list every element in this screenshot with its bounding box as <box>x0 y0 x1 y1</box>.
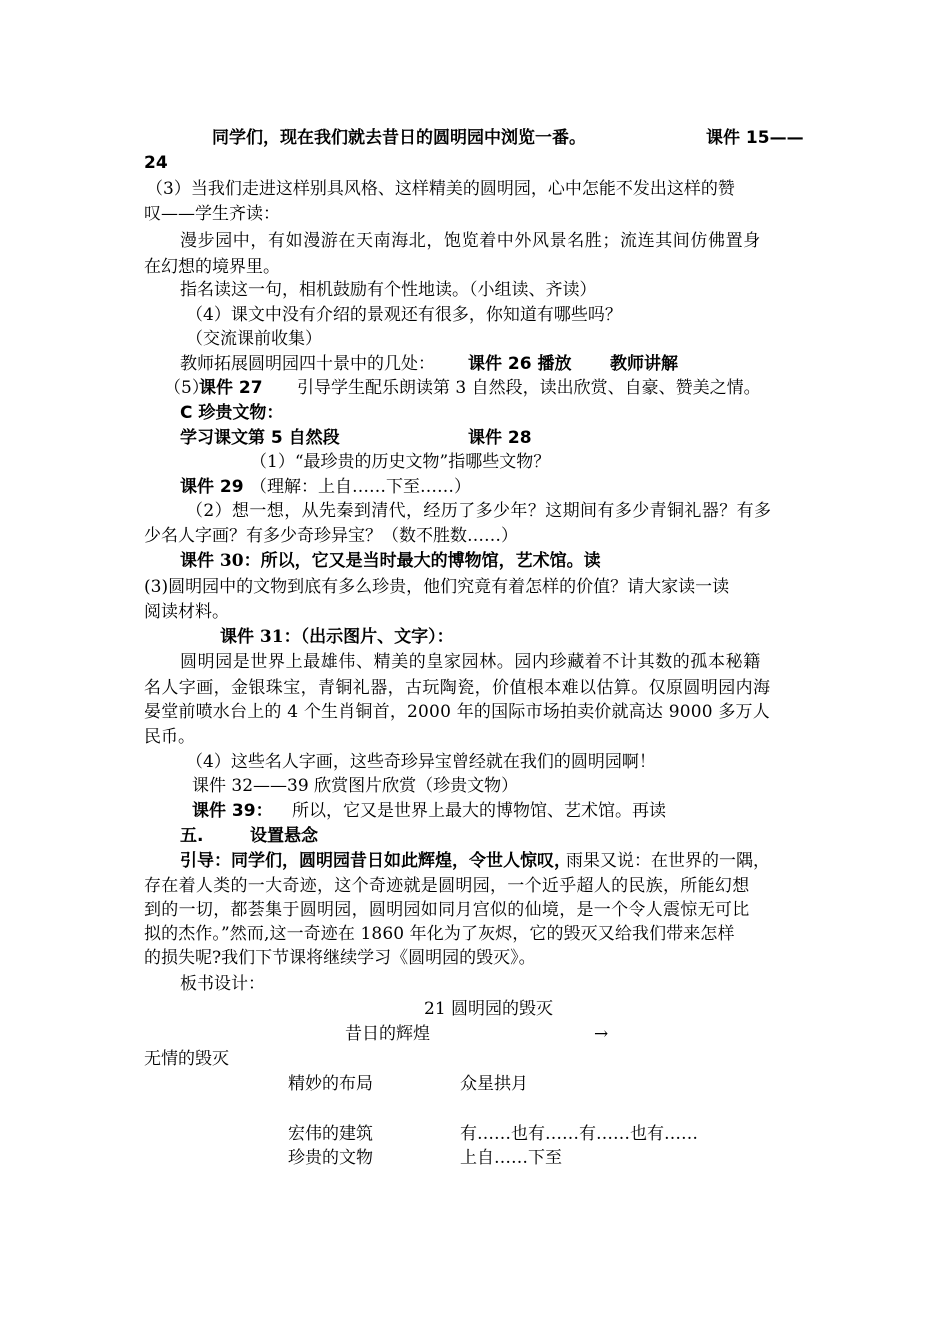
text-line: 课件 15—— <box>706 128 804 148</box>
board-destroy: 无情的毁灭 <box>144 1049 229 1069</box>
text-line: 同学们，现在我们就去昔日的圆明园中浏览一番。 <box>212 128 586 148</box>
board-row-left: 珍贵的文物 <box>288 1148 373 1168</box>
board-row-left: 宏伟的建筑 <box>288 1124 373 1144</box>
text-line: （5） <box>164 378 209 398</box>
text-line: 课件 39： <box>192 801 273 821</box>
board-row-right: 有……也有……有……也有…… <box>460 1124 698 1144</box>
text-line: 阅读材料。 <box>144 602 229 622</box>
board-past: 昔日的辉煌 <box>345 1024 430 1044</box>
text-line: (3)圆明园中的文物到底有多么珍贵，他们究竟有着怎样的价值？请大家读一读 <box>144 577 730 597</box>
text-line: 指名读这一句，相机鼓励有个性地读。（小组读、齐读） <box>180 280 597 300</box>
text-line: 雨果又说：在世界的一隅， <box>566 851 770 871</box>
text-line: （1）“最珍贵的历史文物”指哪些文物？ <box>250 452 551 472</box>
text-line: 课件 28 <box>468 428 532 448</box>
text-line: 课件 27 <box>199 378 263 398</box>
text-line: 在幻想的境界里。 <box>144 257 280 277</box>
text-line: 课件 31：（出示图片、文字）： <box>220 627 454 647</box>
text-line: 课件 32——39 欣赏图片欣赏（珍贵文物） <box>192 776 519 796</box>
text-line: 课件 29 <box>180 477 244 497</box>
text-line: （4）这些名人字画，这些奇珍异宝曾经就在我们的圆明园啊！ <box>186 752 656 772</box>
text-line: 教师拓展圆明园四十景中的几处： <box>180 354 435 374</box>
text-line: 板书设计： <box>180 974 265 994</box>
board-row-right: 众星拱月 <box>460 1074 528 1094</box>
text-line: 叹——学生齐读： <box>144 204 280 224</box>
board-row-right: 上自……下至 <box>460 1148 562 1168</box>
text-line: 到的一切，都荟集于圆明园，圆明园如同月宫似的仙境，是一个令人震惊无可比 <box>144 900 750 920</box>
text-line: 存在着人类的一大奇迹，这个奇迹就是圆明园，一个近乎超人的民族，所能幻想 <box>144 876 750 896</box>
text-line: 拟的杰作。”然而,这一奇迹在 1860 年化为了灰烬，它的毁灭又给我们带来怎样 <box>144 924 735 944</box>
text-line: 民币。 <box>144 727 195 747</box>
text-line: 漫步园中，有如漫游在天南海北，饱览着中外风景名胜；流连其间仿佛置身 <box>180 231 761 251</box>
text-line: （4）课文中没有介绍的景观还有很多，你知道有哪些吗？ <box>186 305 622 325</box>
text-line: （3）当我们走进这样别具风格、这样精美的圆明园，心中怎能不发出这样的赞 <box>146 179 735 199</box>
text-line: （理解：上自……下至……） <box>250 477 471 497</box>
text-line: 名人字画，金银珠宝，青铜礼器，古玩陶瓷，价值根本难以估算。仅原圆明园内海 <box>144 678 771 698</box>
section-heading: 设置悬念 <box>250 826 318 846</box>
board-row-left: 精妙的布局 <box>288 1074 373 1094</box>
text-line: 所以，它又是世界上最大的博物馆、艺术馆。再读 <box>292 801 666 821</box>
arrow-right-icon: → <box>594 1024 609 1044</box>
text-line: 课件 30：所以，它又是当时最大的博物馆，艺术馆。读 <box>180 551 601 571</box>
text-line: （交流课前收集） <box>186 329 322 349</box>
text-line: 少名人字画？有多少奇珍异宝？（数不胜数……） <box>144 526 518 546</box>
board-title: 21 圆明园的毁灭 <box>424 999 554 1019</box>
text-line: 学习课文第 5 自然段 <box>180 428 340 448</box>
section-heading: 五. <box>180 826 204 846</box>
text-line: （2）想一想，从先秦到清代，经历了多少年？这期间有多少青铜礼器？有多 <box>186 501 772 521</box>
section-heading: C 珍贵文物： <box>180 403 284 423</box>
text-line: 晏堂前喷水台上的 4 个生肖铜首，2000 年的国际市场拍卖价就高达 9000 多万人 <box>144 702 770 722</box>
text-line: 圆明园是世界上最雄伟、精美的皇家园林。园内珍藏着不计其数的孤本秘籍 <box>180 652 761 672</box>
text-line: 的损失呢?我们下节课将继续学习《圆明园的毁灭》。 <box>144 948 536 968</box>
text-line: 引导学生配乐朗读第 3 自然段，读出欣赏、自豪、赞美之情。 <box>297 378 761 398</box>
text-line: 教师讲解 <box>610 354 678 374</box>
text-line: 24 <box>144 153 168 173</box>
text-line: 引导：同学们，圆明园昔日如此辉煌，令世人惊叹， <box>180 851 571 871</box>
text-line: 课件 26 播放 <box>468 354 572 374</box>
